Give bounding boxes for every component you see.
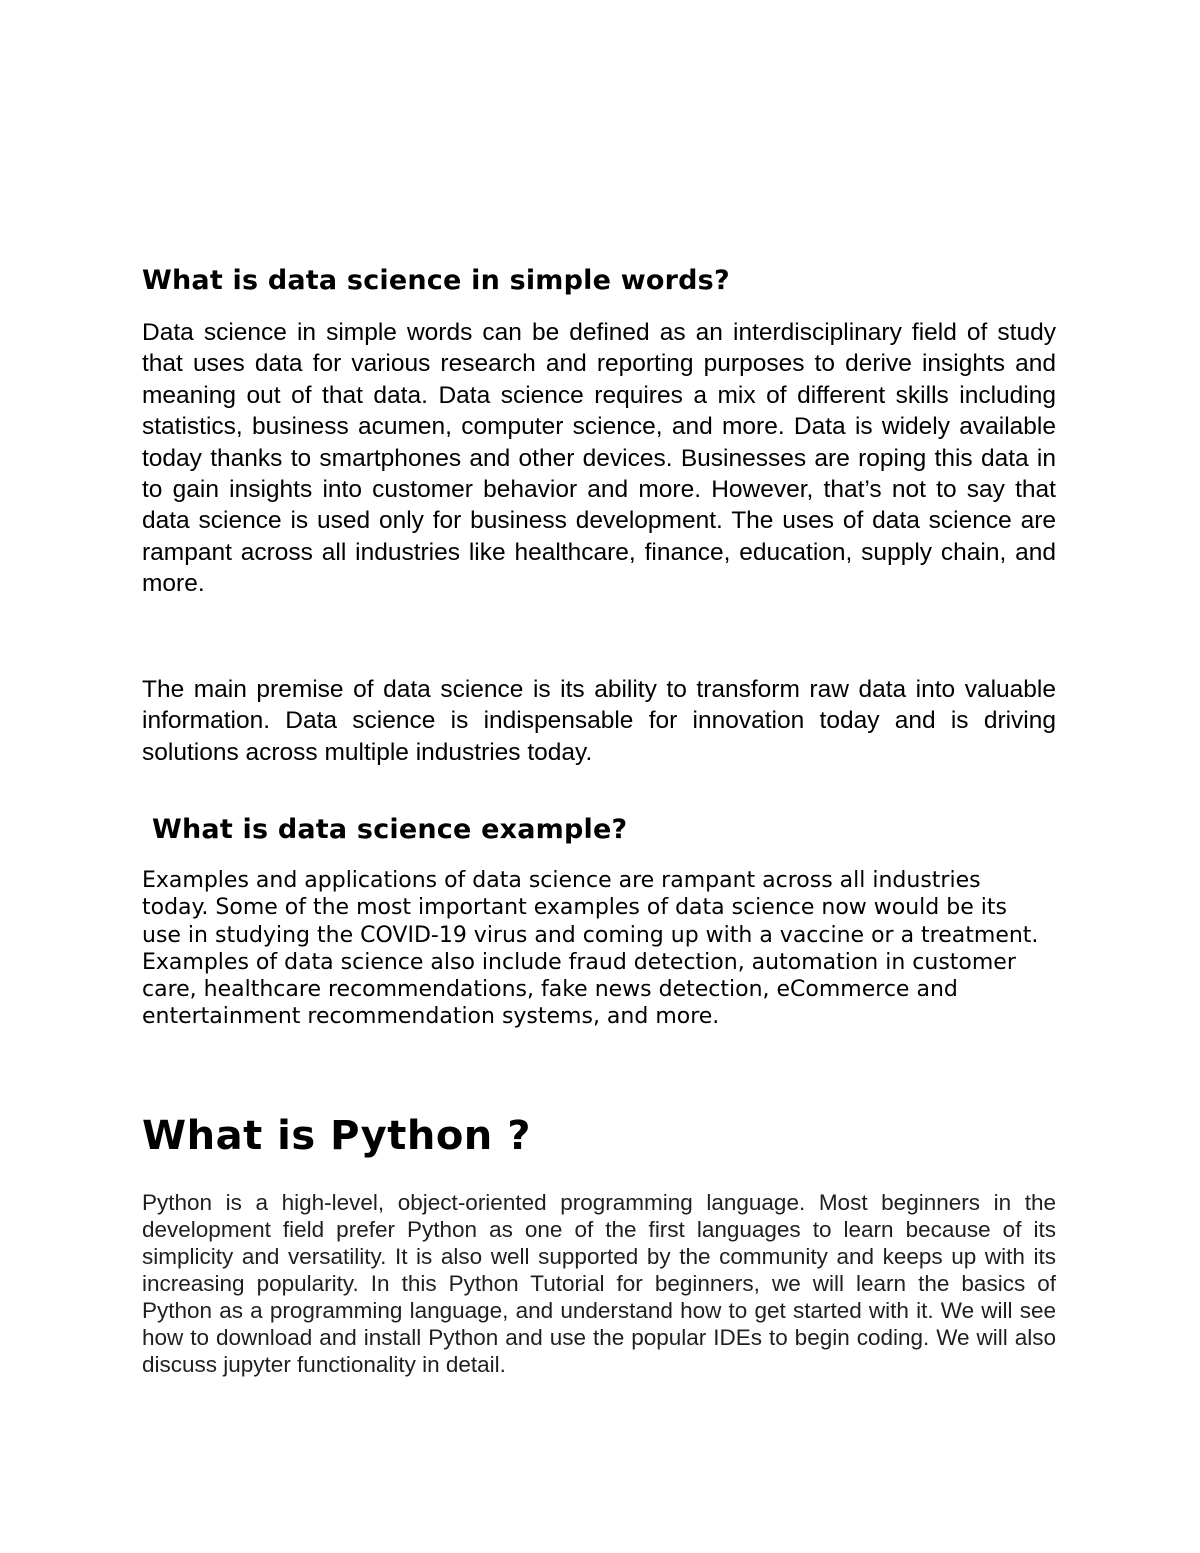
paragraph-data-science-premise: The main premise of data science is its ability to transform raw data into valuable information. Data science is indispensable for innovation today and is driving solutions across multiple industries today. — [142, 676, 1056, 766]
paragraph-data-science-examples: Examples and applications of data science are rampant across all industries today. Some of the most important examples of data science now would be its use in studying the COVID-19 virus and coming up with a vaccine or a treatment. Examples of data science also include fraud detection, automation in customer care, healthcare recommendations, fake news detection, eCommerce and entertainment recommendation systems, and more. — [142, 868, 1039, 1030]
paragraph-data-science-definition: Data science in simple words can be defined as an interdisciplinary field of study that uses data for various research and reporting purposes to derive insights and meaning out of that data. Data science requires a mix of different skills including statistics, business acumen, computer science, and more. Data is widely available today thanks to smartphones and other devices. Businesses are roping this data in to gain insights into customer behavior and more. However, that’s not to say that data science is used only for business development. The uses of data science are rampant across all industries like healthcare, finance, education, supply chain, and more. — [142, 319, 1056, 598]
section-heading-data-science-example: What is data science example? — [152, 814, 628, 845]
section-heading-what-is-python: What is Python ? — [142, 1113, 531, 1159]
section-heading-data-science-simple: What is data science in simple words? — [142, 265, 730, 296]
paragraph-python-intro: Python is a high-level, object-oriented programming language. Most beginners in the development field prefer Python as one of the first languages to learn because of its simplicity and versatility. It is also well supported by the community and keeps up with its increasing popularity. In this Python Tutorial for beginners, we will learn the basics of Python as a programming language, and understand how to get started with it. We will see how to download and install Python and use the popular IDEs to begin coding. We will also discuss jupyter functionality in detail. — [142, 1190, 1056, 1377]
